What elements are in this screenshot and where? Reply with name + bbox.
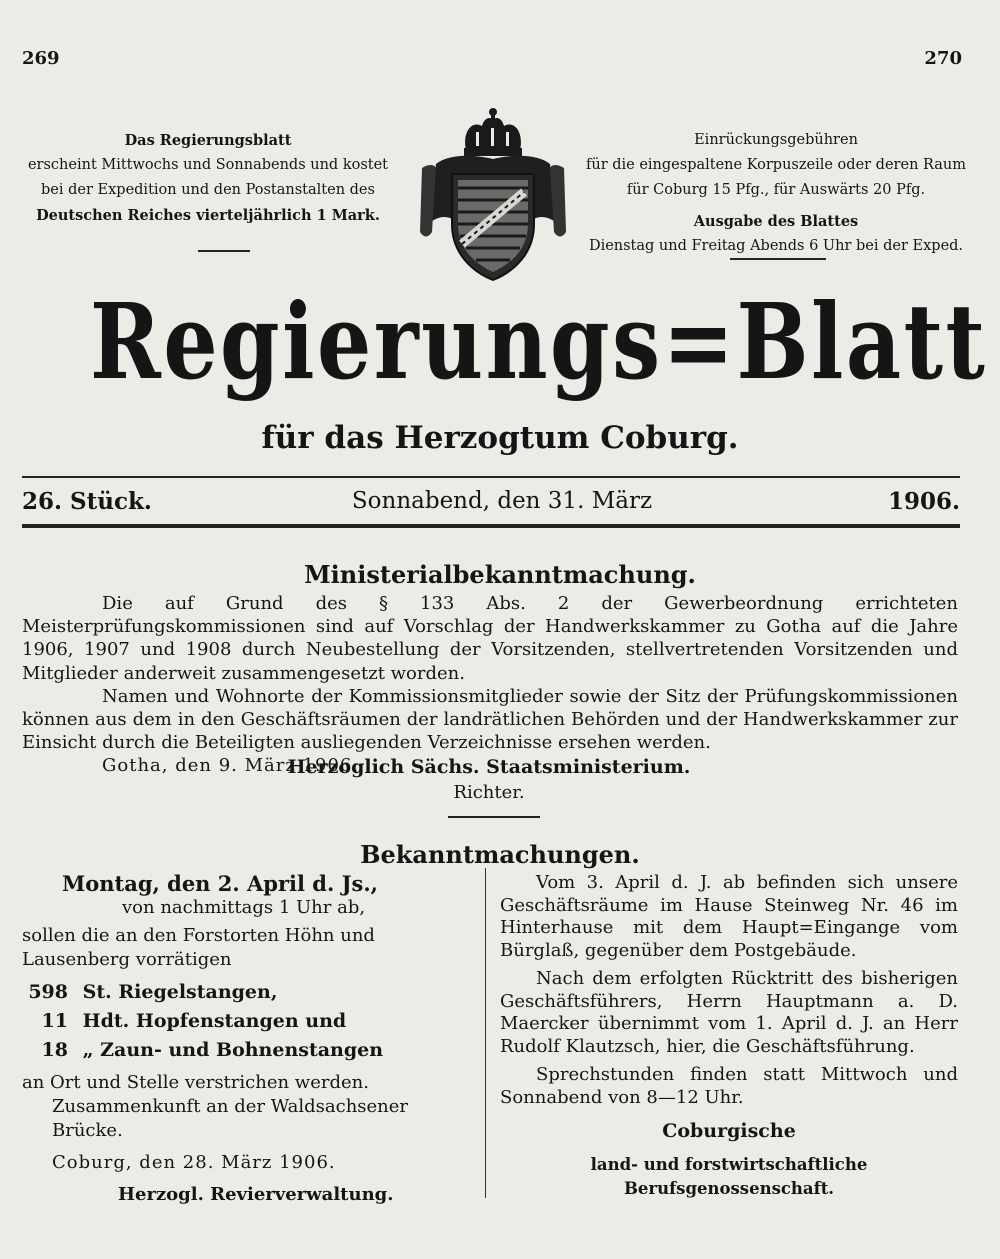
subscription-line-2: erscheint Mittwochs und Sonnabends und kostet [27, 157, 389, 173]
subscription-line-3: bei der Expedition und den Postanstalten des [41, 182, 375, 198]
sale-item [22, 978, 477, 1007]
page-number-right: 270 [924, 48, 962, 69]
office-move-paragraph: Vom 3. April d. J. ab befinden sich unsere Geschäftsräume im Hause Steinweg Nr. 46 im Hinterhause mit dem Haupt=Eingange vom Bürglaß, gegenüber dem Postgebäude. [500, 872, 958, 961]
sale-item-desc: St. Riegelstangen, [82, 981, 278, 1003]
issue-rule-top [22, 476, 960, 478]
sale-item-qty: 11 [41, 1010, 68, 1032]
page-number-left: 269 [22, 48, 60, 69]
ministerial-paragraph-2: Namen und Wohnorte der Kommissionsmitglieder sowie der Sitz der Prüfungskommissionen können aus dem in den Geschäftsräumen der landrätlichen Behörden und der Handwerkskammer zur Einsicht durch die Beteiligten ausliegenden Verzeichnisse ersehen werden. [22, 685, 958, 754]
subscription-line-4: Deutschen Reiches vierteljährlich 1 Mark. [36, 207, 380, 224]
header-left-dash [198, 250, 250, 252]
sale-item-qty: 18 [41, 1039, 68, 1061]
notice-left [22, 872, 477, 1207]
issue-year: 1906. [887, 488, 960, 515]
rates-line-1: für die eingespaltene Korpuszeile oder deren Raum [585, 157, 966, 173]
column-rule [485, 868, 486, 1198]
issue-schedule-line: Dienstag und Freitag Abends 6 Uhr bei der Exped. [588, 238, 964, 254]
ducal-coat-of-arms-icon [418, 104, 568, 284]
office-hours-paragraph: Sprechstunden finden statt Mittwoch und Sonnabend von 8—12 Uhr. [500, 1064, 958, 1108]
association-sign-1: Coburgische [662, 1120, 796, 1142]
ministerial-authority: Herzoglich Sächs. Staatsministerium. [287, 756, 691, 778]
section-divider [448, 816, 540, 818]
ministerial-place-date: Gotha, den 9. März 1906. [102, 755, 360, 777]
issue-rule-bottom [22, 524, 960, 528]
sale-item-desc: „ Zaun- und Bohnenstangen [82, 1039, 384, 1061]
sale-intro: sollen die an den Forstorten Höhn und Lausenberg vorrätigen [22, 925, 375, 970]
ministerial-body [22, 592, 958, 778]
sale-date-heading: Montag, den 2. April d. Js., [62, 871, 378, 896]
sale-item [22, 1007, 477, 1036]
sale-authority: Herzogl. Revierverwaltung. [118, 1184, 394, 1205]
association-sign-2: land- und forstwirtschaftliche Berufsgenossenschaft. [590, 1155, 868, 1198]
rates-line-2: für Coburg 15 Pfg., für Auswärts 20 Pfg. [626, 182, 926, 198]
header-right-dash [730, 258, 826, 260]
sale-item [22, 1036, 477, 1065]
sale-items [22, 978, 477, 1065]
subscription-line-1: Das Regierungsblatt [124, 132, 292, 149]
ministerial-signer: Richter. [453, 782, 525, 803]
sale-meeting-point: Zusammenkunft an der Waldsachsener Brücke. [52, 1096, 409, 1141]
ministerial-title: Ministerialbekanntmachung. [304, 560, 696, 589]
issue-schedule-title: Ausgabe des Blattes [693, 213, 859, 230]
management-change-paragraph: Nach dem erfolgten Rücktritt des bisherigen Geschäftsführers, Herrn Hauptmann a. D. Maercker übernimmt vom 1. April d. J. an Herr Rudolf Klautzsch, hier, die Geschäftsführung. [500, 968, 958, 1057]
advertising-rates [585, 128, 967, 259]
sale-location: an Ort und Stelle verstrichen werden. [22, 1072, 369, 1093]
notice-right [500, 872, 958, 1201]
notices-title: Bekanntmachungen. [360, 840, 640, 869]
issue-date: Sonnabend, den 31. März [351, 488, 653, 514]
rates-title: Einrückungsgebühren [694, 132, 858, 148]
masthead-title: Regierungs=Blatt [90, 280, 988, 403]
masthead-subtitle: für das Herzogtum Coburg. [261, 420, 739, 456]
sale-time: von nachmittags 1 Uhr ab, [122, 897, 366, 918]
subscription-info [18, 128, 398, 228]
ministerial-paragraph-1: Die auf Grund des § 133 Abs. 2 der Gewerbeordnung errichteten Meisterprüfungskommissionen sind auf Vorschlag der Handwerkskammer zu Gotha auf die Jahre 1906, 1907 und 1908 durch Neubestellung der Vorsitzenden, stellvertretenden Vorsitzenden und Mitglieder anderweit zusammengesetzt worden. [22, 593, 958, 684]
sale-place-date: Coburg, den 28. März 1906. [52, 1152, 336, 1173]
sale-item-qty: 598 [28, 981, 68, 1003]
sale-item-desc: Hdt. Hopfenstangen und [82, 1010, 347, 1032]
issue-number: 26. Stück. [22, 488, 152, 515]
